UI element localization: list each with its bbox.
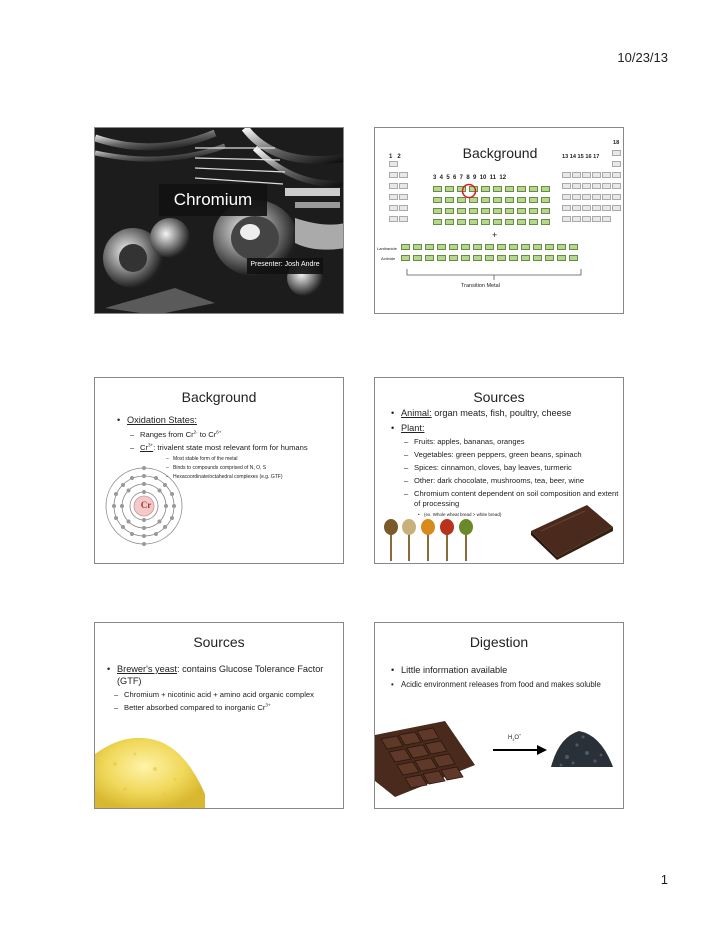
transition-element-cell — [433, 186, 442, 192]
element-cell — [399, 183, 408, 189]
element-cell — [592, 183, 601, 189]
bullet-list — [105, 664, 335, 716]
group-labels-right: 13 14 15 16 17 — [562, 154, 600, 160]
element-cell — [582, 216, 591, 222]
element-cell — [399, 216, 408, 222]
text: Ranges from Cr — [140, 429, 194, 439]
bullet-animal — [389, 408, 621, 420]
slide-title: Background — [462, 145, 538, 161]
presenter-label: Presenter: Josh Andre — [250, 261, 320, 268]
group-label-18: 18 — [613, 140, 620, 146]
yeast-powder-image — [95, 734, 205, 809]
element-cell — [602, 205, 611, 211]
label: Animal: — [401, 408, 432, 418]
f-block-element-cell — [557, 244, 566, 250]
element-cell — [592, 216, 601, 222]
group-labels-left: 1 2 — [389, 154, 401, 160]
chocolate-image — [527, 501, 617, 561]
element-cell — [562, 216, 571, 222]
superscript: 3+ — [148, 441, 154, 447]
transition-element-cell — [517, 186, 526, 192]
transition-element-cell — [541, 208, 550, 214]
plus-sign: + — [492, 230, 498, 240]
transition-element-cell — [469, 219, 478, 225]
spice-spoons-image — [381, 513, 501, 563]
slide-title: Background — [181, 389, 257, 405]
slide-chromium-title — [94, 127, 344, 314]
transition-metal-label: Transition Metal — [461, 283, 500, 289]
element-cell — [572, 216, 581, 222]
transition-element-cell — [517, 197, 526, 203]
sub-sub-bullet-binds: – Binds to compounds comprised of N, O, S — [165, 465, 340, 472]
transition-element-cell — [445, 219, 454, 225]
f-block-element-cell — [461, 244, 470, 250]
label: Brewer's yeast — [117, 664, 177, 674]
slide-title: Sources — [193, 634, 245, 650]
actinide-label: Actinide — [381, 256, 396, 261]
sub-sub-bullet-stable: – Most stable form of the metal — [165, 456, 340, 463]
bullet-list — [389, 665, 615, 693]
f-block-element-cell — [569, 244, 578, 250]
f-block-element-cell — [437, 244, 446, 250]
chromium-residue-image — [547, 727, 617, 773]
f-block-element-cell — [545, 244, 554, 250]
transition-element-cell — [481, 197, 490, 203]
transition-element-cell — [493, 186, 502, 192]
transition-element-cell — [493, 197, 502, 203]
transition-element-cell — [541, 197, 550, 203]
transition-element-cell — [505, 208, 514, 214]
sub-bullet-vegetables: – Vegetables: green peppers, green beans, spinach — [402, 450, 621, 460]
transition-element-cell — [457, 208, 466, 214]
f-block-element-cell — [485, 255, 494, 261]
element-cell — [399, 194, 408, 200]
slide-title: Sources — [473, 389, 525, 405]
element-cell — [572, 172, 581, 178]
element-cell — [592, 205, 601, 211]
transition-element-cell — [445, 197, 454, 203]
sub-bullet-fruits: – Fruits: apples, bananas, oranges — [402, 437, 621, 447]
bullet-text: Oxidation States: — [127, 415, 197, 425]
element-cell — [582, 194, 591, 200]
f-block-element-cell — [497, 255, 506, 261]
element-cell — [562, 183, 571, 189]
transition-element-cell — [445, 208, 454, 214]
bullet-oxidation-states — [115, 415, 340, 427]
slide-digestion — [374, 622, 624, 809]
slide-sources-brewers-yeast — [94, 622, 344, 809]
bullet-brewers-yeast — [105, 664, 335, 687]
element-cell — [592, 194, 601, 200]
f-block-element-cell — [449, 244, 458, 250]
superscript: 6+ — [216, 428, 222, 434]
reaction-arrow — [491, 744, 551, 756]
transition-element-cell — [481, 219, 490, 225]
element-cell — [582, 172, 591, 178]
transition-element-cell — [457, 219, 466, 225]
element-cell — [389, 172, 398, 178]
text: : contains Glucose Tolerance Factor (GTF) — [117, 664, 324, 686]
sub-sub-bullet-example: • (ex. Whole wheat bread > white bread) — [417, 512, 621, 518]
transition-element-cell — [505, 197, 514, 203]
transition-element-cell — [493, 219, 502, 225]
slide-sources-foods — [374, 377, 624, 564]
transition-element-cell — [529, 208, 538, 214]
slide-title: Digestion — [469, 634, 529, 650]
sub-bullet-other: – Other: dark chocolate, mushrooms, tea, beer, wine — [402, 476, 621, 486]
transition-element-cell — [529, 197, 538, 203]
sub-bullet-spices: – Spices: cinnamon, cloves, bay leaves, turmeric — [402, 463, 621, 473]
f-block-element-cell — [509, 255, 518, 261]
text: H — [508, 735, 513, 741]
transition-element-cell — [529, 219, 538, 225]
f-block-element-cell — [425, 255, 434, 261]
transition-element-cell — [517, 219, 526, 225]
lanthanide-label: Lanthanide — [377, 246, 397, 251]
element-cell — [602, 194, 611, 200]
f-block-element-cell — [473, 255, 482, 261]
sub-bullet-cr3 — [128, 443, 340, 453]
element-cell — [399, 172, 408, 178]
element-cell — [562, 172, 571, 178]
f-block-element-cell — [521, 244, 530, 250]
element-cell — [389, 183, 398, 189]
f-block-element-cell — [533, 244, 542, 250]
transition-element-cell — [505, 219, 514, 225]
f-block-element-cell — [569, 255, 578, 261]
page-number: 1 — [660, 872, 668, 887]
f-block-element-cell — [545, 255, 554, 261]
sub-sub-bullet-hexa: – Hexacoordinate/octahedral complexes (e.g. GTF) — [165, 474, 340, 481]
element-cell — [612, 172, 621, 178]
f-block-element-cell — [413, 255, 422, 261]
f-block-element-cell — [401, 255, 410, 261]
element-cell — [582, 205, 591, 211]
atom-symbol: Cr — [140, 500, 152, 510]
f-block-element-cell — [533, 255, 542, 261]
element-cell — [389, 161, 398, 167]
f-block-element-cell — [461, 255, 470, 261]
f-block-element-cell — [401, 244, 410, 250]
bullet-little-info: • Little information available — [389, 665, 615, 677]
text: : trivalent state most relevant form for humans — [153, 442, 308, 452]
slide-background-oxidation — [94, 377, 344, 564]
subscript: 3 — [512, 738, 515, 743]
label: Plant: — [401, 422, 425, 433]
f-block-element-cell — [557, 255, 566, 261]
transition-element-cell — [505, 186, 514, 192]
transition-element-cell — [517, 208, 526, 214]
transition-element-cell — [541, 219, 550, 225]
transition-element-cell — [433, 197, 442, 203]
transition-bracket — [405, 268, 585, 282]
text: organ meats, fish, poultry, cheese — [431, 408, 572, 418]
element-cell — [612, 183, 621, 189]
element-cell — [562, 205, 571, 211]
transition-element-cell — [445, 186, 454, 192]
transition-element-cell — [481, 208, 490, 214]
periodic-table — [375, 128, 624, 314]
element-cell — [612, 161, 621, 167]
text: Cr — [140, 442, 149, 452]
f-block-element-cell — [521, 255, 530, 261]
element-cell — [389, 194, 398, 200]
text: O — [514, 735, 520, 741]
element-cell — [602, 183, 611, 189]
bullet-acidic: • Acidic environment releases from food and makes soluble — [389, 680, 615, 690]
element-cell — [602, 172, 611, 178]
chocolate-bar-image — [375, 721, 475, 797]
element-cell — [389, 216, 398, 222]
motorcycle-engine-image — [95, 128, 344, 314]
f-block-element-cell — [497, 244, 506, 250]
transition-element-cell — [493, 208, 502, 214]
element-cell — [612, 194, 621, 200]
transition-element-cell — [541, 186, 550, 192]
transition-element-cell — [433, 219, 442, 225]
element-cell — [399, 205, 408, 211]
element-cell — [592, 172, 601, 178]
superscript: 2- — [193, 428, 198, 434]
f-block-element-cell — [425, 244, 434, 250]
sub-bullet-absorbed — [112, 703, 335, 713]
element-cell — [572, 205, 581, 211]
date-header: 10/23/13 — [617, 50, 668, 65]
bullet-plant — [389, 423, 621, 435]
group-labels-mid: 3 4 5 6 7 8 9 10 11 12 — [433, 175, 507, 181]
transition-element-cell — [433, 208, 442, 214]
f-block-element-cell — [413, 244, 422, 250]
f-block-element-cell — [485, 244, 494, 250]
chromium-highlight-circle — [461, 183, 477, 199]
element-cell — [389, 205, 398, 211]
element-cell — [562, 194, 571, 200]
sub-bullet-content: – Chromium content dependent on soil composition and extent of processing — [402, 489, 621, 509]
element-cell — [582, 183, 591, 189]
element-cell — [572, 183, 581, 189]
transition-element-cell — [529, 186, 538, 192]
transition-element-cell — [481, 186, 490, 192]
superscript: + — [519, 733, 522, 737]
element-cell — [612, 150, 621, 156]
element-cell — [572, 194, 581, 200]
transition-element-cell — [469, 208, 478, 214]
f-block-element-cell — [473, 244, 482, 250]
sub-bullet-complex: – Chromium + nicotinic acid + amino acid organic complex — [112, 690, 335, 700]
slide-title: Chromium — [173, 190, 253, 209]
superscript: 3+ — [265, 702, 271, 708]
text: to Cr — [197, 429, 217, 439]
sub-bullet-range — [128, 430, 340, 440]
f-block-element-cell — [437, 255, 446, 261]
text: Better absorbed compared to inorganic Cr — [124, 703, 266, 712]
f-block-element-cell — [449, 255, 458, 261]
element-cell — [612, 205, 621, 211]
text — [140, 443, 153, 452]
reaction-label — [508, 735, 521, 741]
slide-background-periodic-table — [374, 127, 624, 314]
f-block-element-cell — [509, 244, 518, 250]
element-cell — [602, 216, 611, 222]
